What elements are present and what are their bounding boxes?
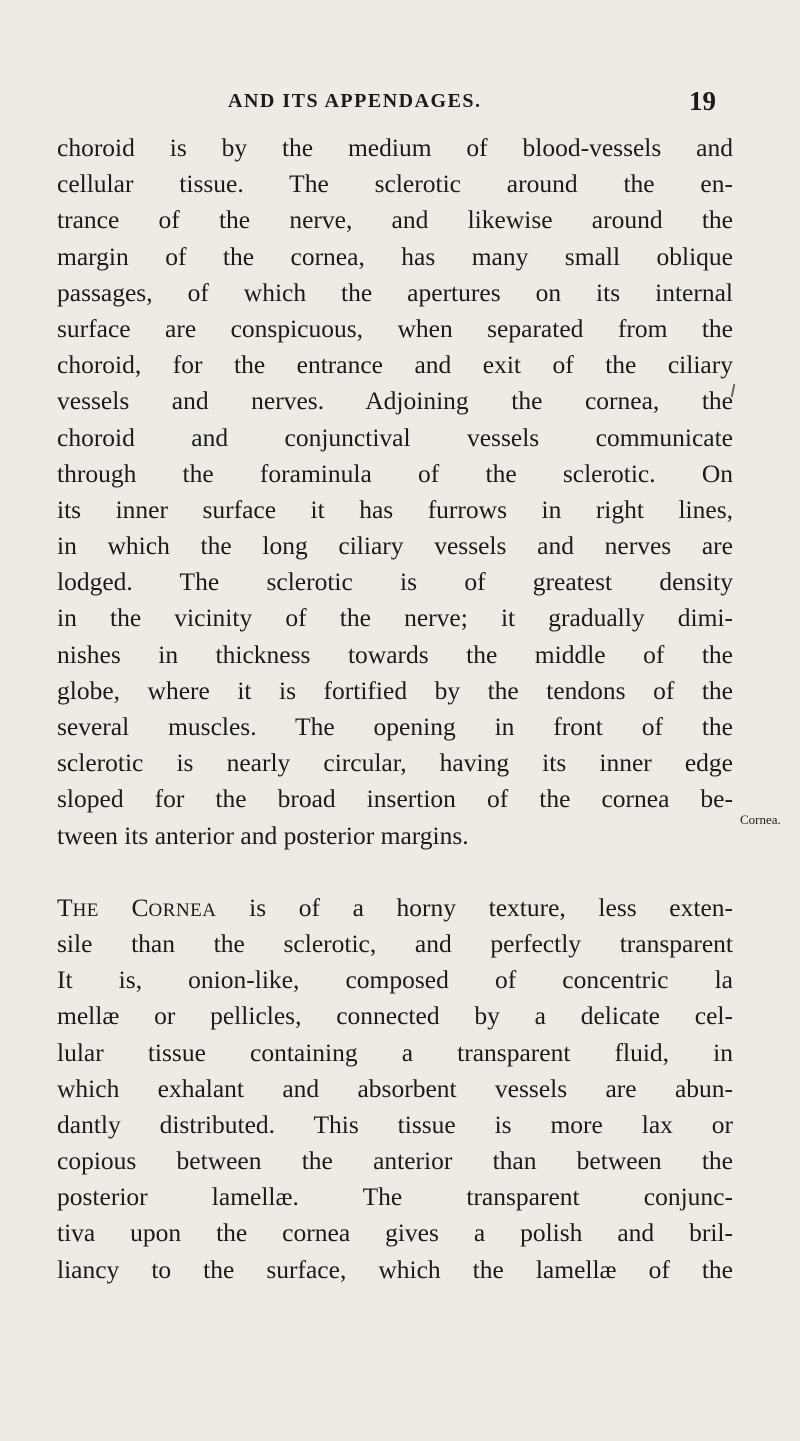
text-line: nishes in thickness towards the middle of the	[57, 639, 733, 669]
text-line: choroid is by the medium of blood-vessels and	[57, 133, 733, 162]
text-line: in which the long ciliary vessels and nerves are	[57, 531, 733, 561]
heading-smallcaps: HE	[72, 899, 99, 921]
text-line: cellular tissue. The sclerotic around the en-	[57, 169, 733, 199]
text-line: choroid, for the entrance and exit of the ciliary	[57, 350, 733, 380]
text-line: sile than the sclerotic, and perfectly transparent	[57, 928, 733, 958]
text-line: dantly distributed. This tissue is more lax or	[57, 1109, 733, 1139]
text-line: sclerotic is nearly circular, having its inner edge	[57, 748, 733, 778]
page-number: 19	[689, 86, 716, 116]
margin-note: Cornea.	[740, 812, 781, 827]
text-line: lular tissue containing a transparent fluid, in	[57, 1037, 733, 1067]
text-line: It is, onion-like, composed of concentric la	[57, 965, 733, 995]
text-line: sloped for the broad insertion of the cornea be-	[57, 784, 733, 814]
running-title: AND ITS APPENDAGES.	[228, 90, 482, 112]
text-line: mellæ or pellicles, connected by a delicate cel-	[57, 1001, 733, 1031]
section-heading-line	[57, 890, 733, 926]
text-line: which exhalant and absorbent vessels are abun-	[57, 1073, 733, 1103]
text-line: vessels and nerves. Adjoining the cornea, the	[57, 386, 733, 416]
paragraph-gap	[57, 854, 733, 890]
text-line: choroid and conjunctival vessels communicate	[57, 422, 733, 452]
text-line: lodged. The sclerotic is of greatest density	[57, 567, 733, 597]
text-line-rest: is of a horny texture, less exten-	[216, 892, 734, 922]
text-line: globe, where it is fortified by the tendons of the	[57, 675, 733, 705]
text-line: trance of the nerve, and likewise around the	[57, 205, 733, 235]
text-line: its inner surface it has furrows in right lines,	[57, 494, 733, 524]
heading-initial: C	[131, 892, 149, 922]
text-line: margin of the cornea, has many small oblique	[57, 241, 733, 271]
text-line: several muscles. The opening in front of the	[57, 712, 733, 741]
body-text	[57, 130, 733, 1288]
text-line: surface are conspicuous, when separated from the	[57, 313, 733, 343]
text-line: tiva upon the cornea gives a polish and bril-	[57, 1218, 733, 1248]
heading-initial: T	[57, 892, 73, 922]
text-line: liancy to the surface, which the lamellæ of the	[57, 1254, 733, 1284]
text-line: through the foraminula of the sclerotic. On	[57, 458, 733, 488]
text-line: posterior lamellæ. The transparent conjunc-	[57, 1182, 733, 1212]
text-line: tween its anterior and posterior margins.	[57, 820, 469, 850]
text-line: in the vicinity of the nerve; it gradually dimi-	[57, 603, 733, 633]
text-line: passages, of which the apertures on its internal	[57, 277, 733, 307]
running-head	[0, 86, 800, 116]
text-line: copious between the anterior than between the	[57, 1146, 733, 1176]
heading-smallcaps: ORNEA	[148, 899, 217, 921]
